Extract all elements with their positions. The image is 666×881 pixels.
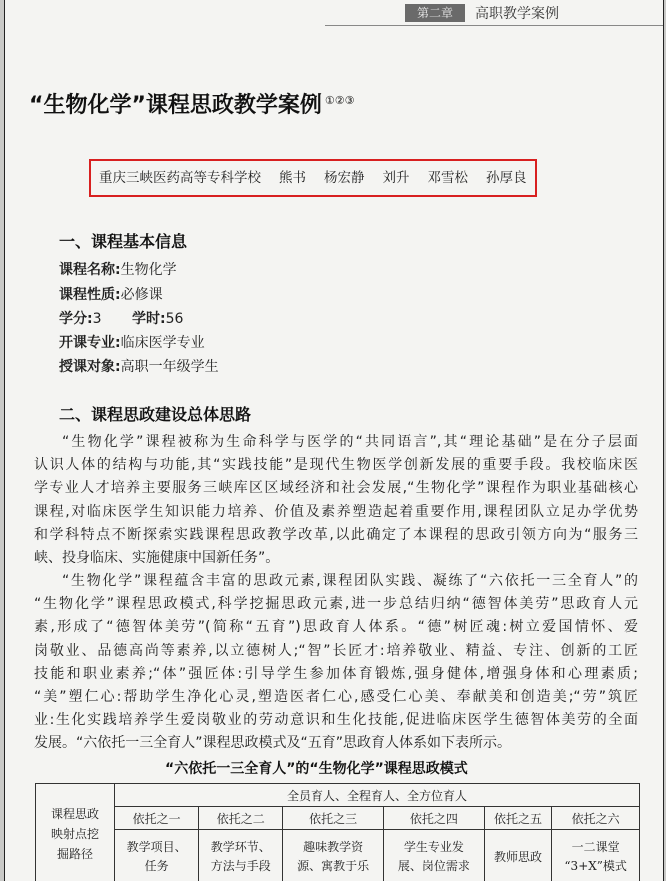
row-header-line: 掘路径 bbox=[56, 847, 93, 861]
running-header bbox=[403, 0, 663, 26]
paragraph-line: 素,形成了“德智体美劳”(简称“五育”)思政育人体系。“德”树匠魂:树立爱国情怀、爱 bbox=[34, 619, 638, 636]
page-title bbox=[29, 88, 355, 119]
info-value: 生物化学 bbox=[120, 262, 177, 278]
column-body-cell bbox=[384, 830, 485, 881]
info-course-nature bbox=[59, 284, 163, 304]
cell-line: 学生专业发 bbox=[403, 840, 464, 854]
info-value: 56 bbox=[165, 311, 184, 327]
paragraph-2 bbox=[34, 570, 638, 756]
column-head-cell: 依托之二 bbox=[199, 807, 283, 830]
info-label: 学分: bbox=[59, 311, 93, 327]
title-text: “生物化学”课程思政教学案例 bbox=[29, 93, 322, 118]
column-body-cell bbox=[199, 830, 283, 881]
info-target bbox=[59, 356, 219, 376]
info-label: 授课对象: bbox=[59, 359, 121, 375]
paragraph-line: “生物化学”课程被称为生命科学与医学的“共同语言”,其“理论基础”是在分子层面 bbox=[62, 434, 638, 450]
section2-heading: 二、课程思政建设总体思路 bbox=[59, 405, 252, 424]
paragraph-line: “美”塑仁心:帮助学生净化心灵,塑造医者仁心,感受仁心美、奉献美和创造美;“劳”筑匠 bbox=[34, 689, 638, 706]
row-header-line: 映射点挖 bbox=[50, 827, 99, 841]
cell-line: 一二课堂 bbox=[571, 840, 620, 854]
author-name: 刘升 bbox=[382, 170, 410, 186]
column-head-cell: 依托之五 bbox=[484, 807, 552, 830]
info-label: 学时: bbox=[131, 311, 166, 327]
info-value: 高职一年级学生 bbox=[120, 359, 219, 375]
paragraph-line: 峡、投身临床、实施健康中国新任务”。 bbox=[34, 550, 280, 567]
title-footnote-refs: ①②③ bbox=[324, 93, 355, 107]
header-rule bbox=[325, 25, 663, 26]
document-page bbox=[4, 0, 664, 881]
author-name: 邓雪松 bbox=[427, 170, 468, 186]
cell-line: 教学环节、 bbox=[210, 840, 271, 854]
paragraph-line: “生物化学”课程蕴含丰富的思政元素,课程团队实践、凝练了“六依托一三全育人”的 bbox=[62, 573, 638, 589]
section1-heading: 一、课程基本信息 bbox=[59, 232, 188, 251]
author-institution: 重庆三峡医药高等专科学校 bbox=[99, 170, 261, 186]
info-value: 3 bbox=[92, 311, 102, 327]
model-table bbox=[35, 783, 640, 881]
column-head-cell: 依托之四 bbox=[384, 807, 485, 830]
info-course-name bbox=[59, 259, 177, 279]
info-value: 临床医学专业 bbox=[120, 335, 205, 351]
column-body-cell bbox=[115, 830, 199, 881]
column-body-cell bbox=[552, 830, 640, 881]
table-title: “六依托一三全育人”的“生物化学”课程思政模式 bbox=[165, 761, 468, 777]
row-header-line: 课程思政 bbox=[50, 807, 99, 821]
table-row bbox=[36, 784, 640, 807]
cell-line: 教学项目、 bbox=[126, 840, 187, 854]
cell-line: 源、寓教于乐 bbox=[297, 859, 370, 873]
paragraph-line: 学专业人才培养主要服务三峡库区区域经济和社会发展,“生物化学”课程作为职业基础核心 bbox=[34, 480, 638, 497]
chapter-label: 第二章 bbox=[405, 4, 465, 22]
info-credit-hours bbox=[59, 308, 183, 328]
cell-line: 教师思政 bbox=[494, 849, 543, 864]
paragraph-1 bbox=[34, 431, 638, 570]
column-body-cell bbox=[484, 830, 552, 881]
author-name: 熊书 bbox=[279, 170, 306, 186]
paragraph-line: 课程,对临床医学生知识能力培养、价值及素养塑造起着重要作用,课程团队立足办学优势 bbox=[34, 503, 638, 520]
paragraph-line: 岗敬业、品德高尚等素养,以立德树人;“智”长匠才:培养敬业、精益、专注、创新的工匠 bbox=[34, 642, 638, 659]
cell-line: 展、岗位需求 bbox=[397, 859, 470, 873]
column-body-cell bbox=[283, 830, 384, 881]
full-row-cell: 全员育人、全程育人、全方位育人 bbox=[115, 784, 640, 807]
paragraph-line: 技能和职业素养;“体”强匠体:引导学生参加体育锻炼,强身健体,增强身体和心理素质; bbox=[34, 665, 638, 682]
section-label: 高职教学案例 bbox=[475, 6, 559, 22]
column-head-cell: 依托之三 bbox=[283, 807, 384, 830]
info-label: 课程性质: bbox=[59, 287, 121, 303]
info-label: 开课专业: bbox=[59, 335, 121, 351]
table-row bbox=[36, 807, 640, 830]
row-header-cell bbox=[36, 784, 115, 881]
cell-line: 方法与手段 bbox=[210, 859, 271, 873]
author-name: 孙厚良 bbox=[486, 170, 527, 186]
cell-line: “3+X”模式 bbox=[564, 859, 627, 873]
cell-line: 趣味教学资 bbox=[303, 840, 364, 854]
cell-line: 任务 bbox=[144, 859, 169, 873]
column-head-cell: 依托之一 bbox=[115, 807, 199, 830]
table-row bbox=[36, 830, 640, 881]
info-major bbox=[59, 332, 205, 352]
info-label: 课程名称: bbox=[59, 262, 121, 278]
paragraph-line: 和学科特点不断探索实践课程思政教学改革,以此确定了本课程的思政引领方向为“服务三 bbox=[34, 526, 638, 543]
column-head-cell: 依托之六 bbox=[552, 807, 640, 830]
paragraph-line: 发展。“六依托一三全育人”课程思政模式及“五育”思政育人体系如下表所示。 bbox=[34, 735, 512, 752]
paragraph-line: 业:生化实践培养学生爱岗敬业的劳动意识和生化技能,促进临床医学生德智体美劳的全面 bbox=[34, 712, 638, 729]
paragraph-line: 认识人体的结构与功能,其“实践技能”是现代生物医学创新发展的重要手段。我校临床医 bbox=[34, 457, 638, 474]
authors-box bbox=[89, 159, 537, 197]
info-value: 必修课 bbox=[120, 287, 163, 303]
author-name: 杨宏静 bbox=[324, 170, 365, 186]
paragraph-line: “生物化学”课程思政模式,科学挖掘思政元素,进一步总结归纳“德智体美劳”思政育人元 bbox=[34, 596, 638, 613]
